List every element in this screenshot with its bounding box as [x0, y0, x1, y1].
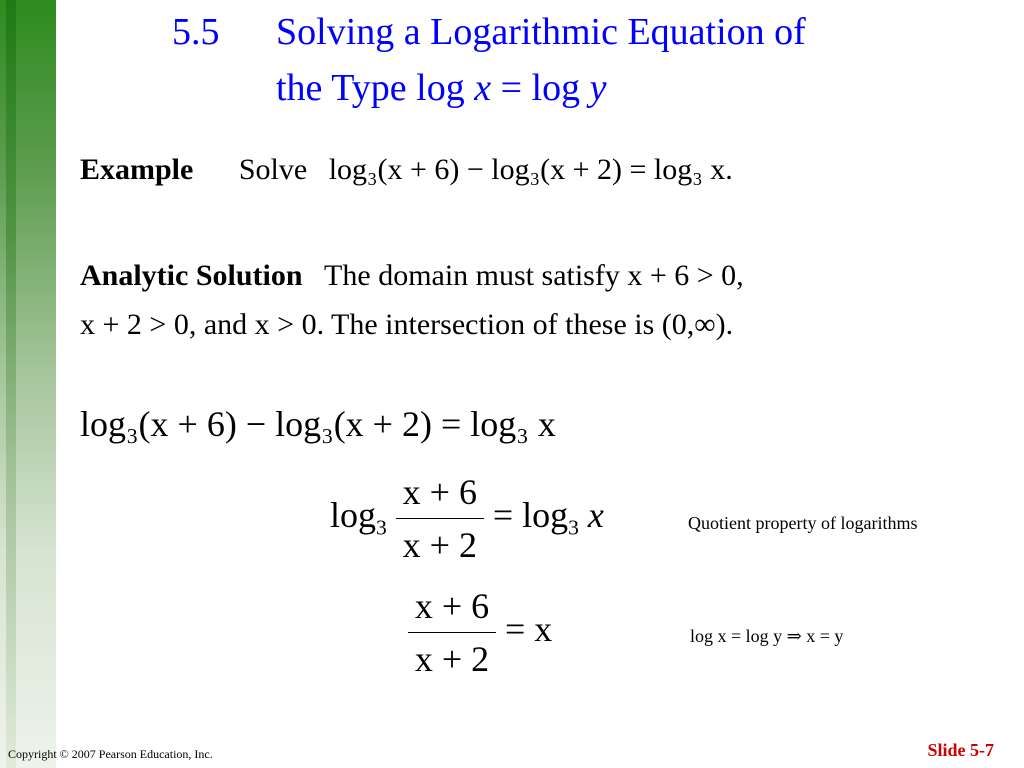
- eq3-fraction: [408, 586, 496, 679]
- equation-step-3: [408, 586, 552, 679]
- equation-step-1: log₃(x + 6) − log₃(x + 2) = log₃ x: [80, 404, 556, 444]
- eq3-denominator: x + 2: [414, 639, 490, 679]
- example-row: [80, 152, 733, 188]
- log-equality-note: log x = log y ⇒ x = y: [690, 626, 844, 646]
- eq2-rhs-var: x: [587, 494, 604, 535]
- analytic-line-2: x + 2 > 0, and x > 0. The intersection of these is (0,∞).: [80, 308, 734, 341]
- example-label: Example: [80, 153, 194, 186]
- analytic-label: Analytic Solution: [80, 259, 303, 292]
- sidebar-edge: [6, 0, 16, 768]
- title-line-2-y: y: [589, 67, 607, 109]
- slide-number: Slide 5-7: [927, 740, 994, 760]
- eq2-numerator: x + 6: [402, 472, 477, 512]
- eq2-base: 3: [376, 515, 387, 540]
- sidebar-decoration: [0, 0, 56, 768]
- copyright: Copyright © 2007 Pearson Education, Inc.: [8, 747, 213, 761]
- quotient-note: Quotient property of logarithms: [688, 513, 918, 533]
- analytic-line-1: [80, 258, 744, 294]
- solve-word: Solve: [238, 153, 308, 186]
- eq3-rhs: = x: [505, 608, 553, 649]
- title-line-1: Solving a Logarithmic Equation of: [276, 11, 806, 53]
- eq3-numerator: x + 6: [414, 586, 490, 626]
- eq2-rhs: = log: [492, 494, 569, 535]
- title-line-2: [276, 66, 606, 110]
- eq2-fraction-bar: [396, 518, 484, 519]
- eq2-fraction: [396, 472, 484, 565]
- eq2-rhs-base: 3: [568, 515, 579, 540]
- eq2-denominator: x + 2: [402, 525, 477, 565]
- example-equation: log₃(x + 6) − log₃(x + 2) = log₃ x.: [328, 153, 733, 186]
- equation-step-2: [330, 472, 604, 565]
- title-line-2-mid: = log: [491, 67, 590, 109]
- title-line-2-x: x: [474, 67, 492, 109]
- domain-text: The domain must satisfy x + 6 > 0,: [324, 259, 744, 292]
- eq3-fraction-bar: [408, 632, 496, 633]
- section-number: 5.5: [172, 11, 220, 53]
- eq2-log: log: [330, 494, 377, 535]
- title-line-2-prefix: the Type log: [276, 67, 475, 109]
